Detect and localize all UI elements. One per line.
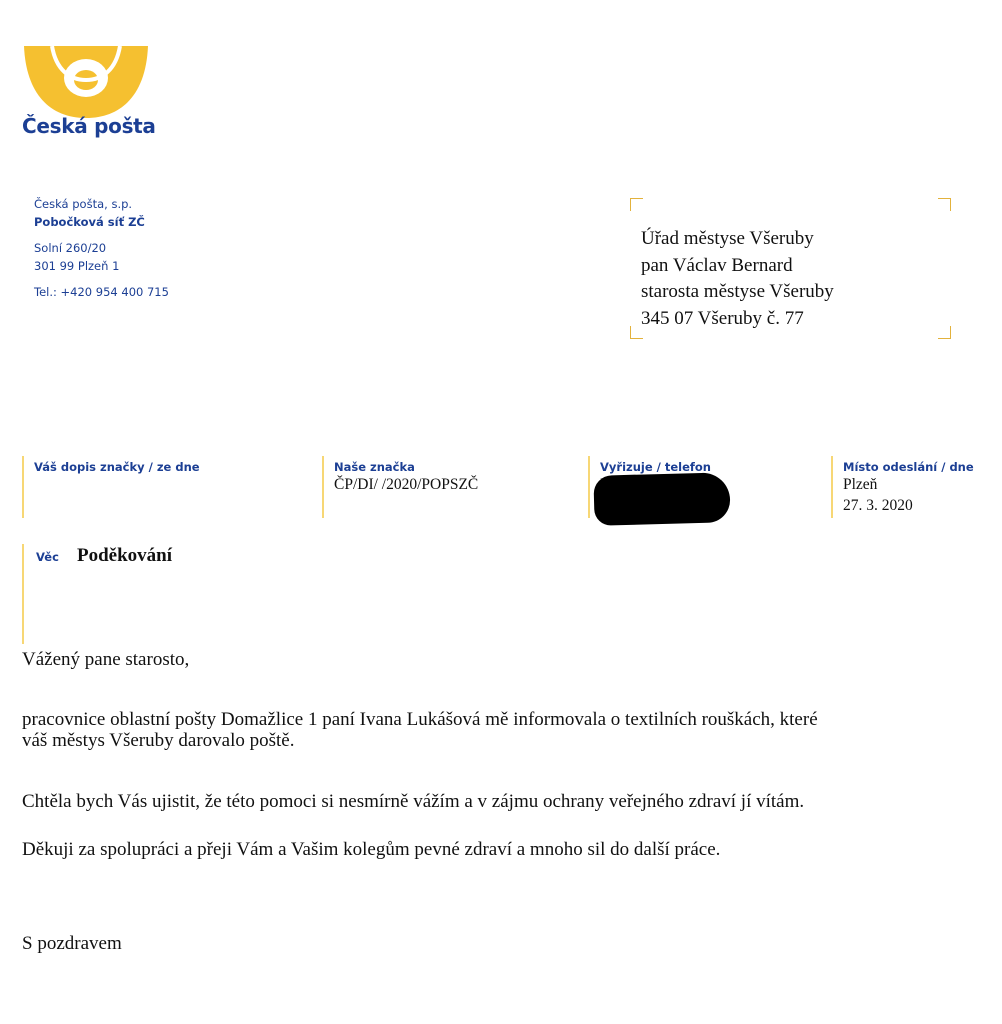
subject-text: Poděkování: [77, 545, 173, 566]
sender-street: Solní 260/20: [34, 241, 107, 255]
paragraph-3: Děkuji za spolupráci a přeji Vám a Vašim kolegům pevné zdraví a mnoho sil do další práce.: [22, 839, 721, 860]
ref-place-date: [831, 456, 974, 518]
recipient-line: starosta městyse Všeruby: [641, 281, 834, 302]
address-corner-top-right: [938, 198, 951, 211]
address-corner-top-left: [630, 198, 643, 211]
recipient-line: Úřad městyse Všeruby: [641, 228, 814, 249]
ref-your-letter-label: Váš dopis značky / ze dne: [34, 460, 200, 474]
redaction-mark: [593, 472, 730, 526]
sender-phone: Tel.: +420 954 400 715: [34, 285, 169, 299]
ref-date: 27. 3. 2020: [843, 497, 913, 514]
sender-company: Česká pošta, s.p.: [34, 197, 133, 211]
ref-our-reference-label: Naše značka: [334, 460, 415, 474]
paragraph-1-line-2: váš městys Všeruby darovalo poště.: [22, 730, 295, 751]
paragraph-2: Chtěla bych Vás ujistit, že této pomoci si nesmírně vážím a v zájmu ochrany veřejného zdraví jí vítám.: [22, 791, 805, 812]
subject-divider: [22, 544, 24, 644]
ref-our-reference: [322, 456, 478, 518]
ref-your-letter: [22, 456, 200, 518]
sender-city: 301 99 Plzeň 1: [34, 259, 120, 273]
subject-label: Věc: [36, 550, 59, 564]
horn-logo-icon: [22, 44, 150, 120]
ref-place: Plzeň: [843, 476, 878, 493]
recipient-line: 345 07 Všeruby č. 77: [641, 307, 804, 329]
paragraph-1-line-1: pracovnice oblastní pošty Domažlice 1 paní Ivana Lukášová mě informovala o textilních rouškách, které: [22, 709, 818, 730]
recipient-address: [641, 226, 834, 332]
ref-our-reference-value: ČP/DI/ /2020/POPSZČ: [334, 476, 479, 493]
closing: S pozdravem: [22, 933, 122, 954]
recipient-line: pan Václav Bernard: [641, 254, 793, 276]
brand-name: Česká pošta: [22, 114, 156, 138]
address-corner-bottom-right: [938, 326, 951, 339]
sender-department: Pobočková síť ZČ: [34, 215, 145, 229]
greeting: Vážený pane starosto,: [22, 649, 190, 670]
ref-handled-by-label: Vyřizuje / telefon: [600, 460, 711, 474]
ref-place-date-label: Místo odeslání / dne: [843, 460, 974, 474]
